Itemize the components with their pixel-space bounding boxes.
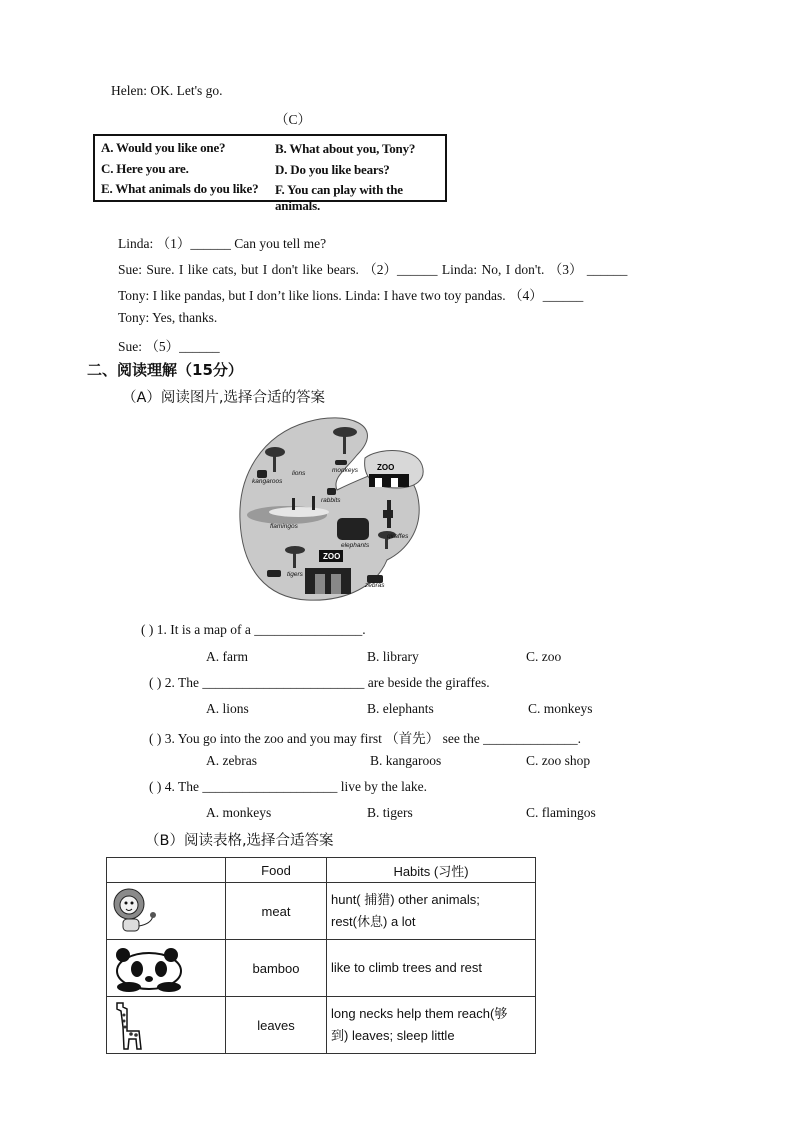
- lion-icon: [111, 886, 161, 936]
- map-label-giraffes: giraffes: [387, 533, 409, 540]
- giraffe-icon: [109, 999, 149, 1051]
- dialogue-line: Sue: Sure. I like cats, but I don't like bears. （2）______ Linda: No, I don't. （3） ______: [118, 262, 628, 277]
- question-3: ( ) 3. You go into the zoo and you may first （首先） see the ______________.: [149, 731, 581, 746]
- dialogue-line: Linda: （1）______ Can you tell me?: [118, 236, 327, 251]
- question-2: ( ) 2. The ________________________ are beside the giraffes.: [149, 675, 490, 690]
- dialogue-line-helen: Helen: OK. Let's go.: [111, 83, 223, 98]
- map-label-elephants: elephants: [341, 542, 370, 549]
- option-e: E. What animals do you like?: [101, 181, 259, 196]
- table-row: [107, 940, 536, 997]
- table-header-cell: [107, 858, 226, 883]
- q1-option-b: B. library: [367, 649, 419, 664]
- q4-option-a: A. monkeys: [206, 805, 272, 820]
- q1-option-c: C. zoo: [526, 649, 562, 664]
- map-label-zebras: zebras: [365, 582, 385, 589]
- dialogue-line: Tony: Yes, thanks.: [118, 310, 218, 325]
- q3-option-b: B. kangaroos: [370, 753, 442, 768]
- dialogue-line: Tony: I like pandas, but I don’t like lions. Linda: I have two toy pandas. （4）______: [118, 288, 584, 303]
- table-cell-food: leaves: [226, 997, 327, 1054]
- table-cell-habits: [327, 997, 536, 1054]
- part-c-label: （C）: [275, 112, 312, 127]
- option-f: F. You can play with the animals.: [275, 182, 403, 213]
- habits-table: [106, 857, 536, 1054]
- habit-line: 到) leaves; sleep little: [331, 1028, 455, 1043]
- q2-option-a: A. lions: [206, 701, 249, 716]
- table-cell-image: [107, 997, 226, 1054]
- option-d: D. Do you like bears?: [275, 162, 390, 177]
- table-row: [107, 997, 536, 1054]
- q4-option-b: B. tigers: [367, 805, 413, 820]
- table-row: [107, 883, 536, 940]
- map-label-zoo-shop: ZOO: [377, 463, 395, 472]
- zoo-map-graphic: [237, 410, 427, 605]
- map-label-tigers: tigers: [287, 571, 303, 578]
- dialogue-line: Sue: （5）______: [118, 339, 220, 354]
- options-box: [93, 134, 447, 213]
- question-4: ( ) 4. The ____________________ live by the lake.: [149, 779, 427, 794]
- zoo-map: [237, 410, 427, 605]
- q3-option-c: C. zoo shop: [526, 753, 591, 768]
- map-label-rabbits: rabbits: [321, 497, 341, 504]
- table-cell-habits: [327, 940, 536, 997]
- habit-line: rest(休息) a lot: [331, 914, 416, 929]
- q1-option-a: A. farm: [206, 649, 248, 664]
- table-header-food: Food: [226, 858, 327, 883]
- habit-line: hunt( 捕猎) other animals;: [331, 892, 480, 907]
- part-b-title: （B）阅读表格,选择合适答案: [145, 833, 334, 849]
- map-label-zoo-gate: ZOO: [323, 552, 341, 561]
- option-b: B. What about you, Tony?: [275, 141, 416, 156]
- habit-line: long necks help them reach(够: [331, 1006, 508, 1021]
- section-title: 二、阅读理解（15分）: [87, 361, 243, 379]
- map-label-kangaroos: kangaroos: [252, 478, 283, 485]
- q2-option-b: B. elephants: [367, 701, 434, 716]
- map-label-lions: lions: [292, 470, 306, 477]
- part-a-title: （A）阅读图片,选择合适的答案: [122, 390, 326, 406]
- habit-line: like to climb trees and rest: [331, 960, 483, 975]
- option-a: A. Would you like one?: [101, 140, 226, 155]
- table-cell-image: [107, 883, 226, 940]
- map-label-monkeys: monkeys: [332, 467, 359, 474]
- option-c: C. Here you are.: [101, 161, 189, 176]
- table-cell-food: bamboo: [226, 940, 327, 997]
- table-header-row: [107, 858, 536, 883]
- question-1: ( ) 1. It is a map of a ________________.: [141, 622, 366, 637]
- panda-icon: [109, 943, 189, 993]
- table-cell-image: [107, 940, 226, 997]
- q4-option-c: C. flamingos: [526, 805, 596, 820]
- table-header-habits: Habits (习性): [327, 858, 536, 883]
- q2-option-c: C. monkeys: [528, 701, 593, 716]
- map-label-flamingos: flamingos: [270, 523, 298, 530]
- table-cell-food: meat: [226, 883, 327, 940]
- q3-option-a: A. zebras: [206, 753, 257, 768]
- table-cell-habits: [327, 883, 536, 940]
